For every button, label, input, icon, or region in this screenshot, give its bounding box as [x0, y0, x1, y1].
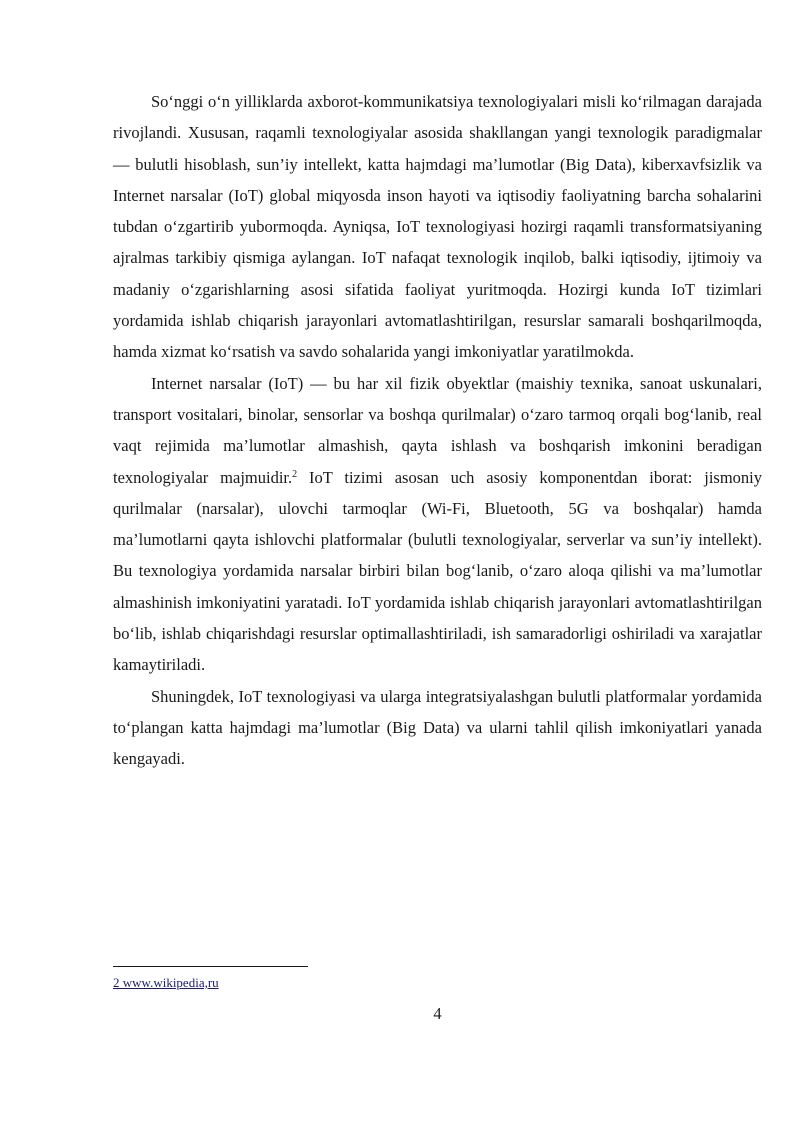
- footnote-number: 2: [113, 975, 120, 990]
- footnote: [113, 974, 219, 992]
- paragraph-2-text-after: IoT tizimi asosan uch asosiy komponentdan iborat: jismoniy qurilmalar (narsalar), ulovchi tarmoqlar (Wi-Fi, Bluetooth, 5G va boshqalar) hamda ma’lumotlarni qayta ishlovchi platformalar (bulutli texnologiyalar, serverlar va sun’iy intellekt). Bu texnologiya yordamida narsalar birbiri bilan bog‘lanib, o‘zaro aloqa qilishi va ma’lumotlar almashinish imkoniyatini yaratadi. IoT yordamida ishlab chiqarish jarayonlari avtomatlashtirilgan bo‘lib, ishlab chiqarishdagi resurslar optimallashtiriladi, ish samaradorligi oshiriladi va xarajatlar kamaytiriladi.: [113, 467, 762, 675]
- paragraph-3: Shuningdek, IoT texnologiyasi va ularga integratsiyalashgan bulutli platformalar yordamida to‘plangan katta hajmdagi ma’lumotlar (Big Data) va ularni tahlil qilish imkoniyatlari yanada kengayadi.: [113, 686, 762, 769]
- paragraph-2-text-before: Internet narsalar (IoT) — bu har xil fizik obyektlar (maishiy texnika, sanoat uskunalari, transport vositalari, binolar, sensorlar va boshqa qurilmalar) o‘zaro tarmoq orqali bog‘lanib, real vaqt rejimida ma’lumotlar almashish, qayta ishlash va boshqarish imkonini beradigan texnologiyalar majmuidir.: [113, 373, 762, 487]
- footnote-link[interactable]: [113, 975, 219, 990]
- paragraph-2: [113, 368, 762, 681]
- footnote-reference[interactable]: 2: [292, 468, 298, 480]
- text-body: [113, 86, 762, 775]
- paragraph-1: So‘nggi o‘n yilliklarda axborot-kommunikatsiya texnologiyalari misli ko‘rilmagan darajada rivojlandi. Xususan, raqamli texnologiyalar asosida shakllangan yangi texnologik paradigmalar — bulutli hisoblash, sun’iy intellekt, katta hajmdagi ma’lumotlar (Big Data), kiberxavfsizlik va Internet narsalar (IoT) global miqyosda inson hayoti va iqtisodiy faoliyatning barcha sohalarini tubdan o‘zgartirib yubormoqda. Ayniqsa, IoT texnologiyasi hozirgi raqamli transformatsiyaning ajralmas tarkibiy qismiga aylangan. IoT nafaqat texnologik inqilob, balki iqtisodiy, ijtimoiy va madaniy o‘zgarishlarning asosi sifatida faoliyat yuritmoqda. Hozirgi kunda IoT tizimlari yordamida ishlab chiqarish jarayonlari avtomatlashtirilgan, resurslar samarali boshqarilmoqda, hamda xizmat ko‘rsatish va savdo sohalarida yangi imkoniyatlar yaratilmokda.: [113, 92, 762, 362]
- page-number: 4: [433, 1004, 442, 1023]
- footnote-separator: [113, 966, 308, 967]
- footnote-link-text: www.wikipedia,ru: [119, 975, 219, 990]
